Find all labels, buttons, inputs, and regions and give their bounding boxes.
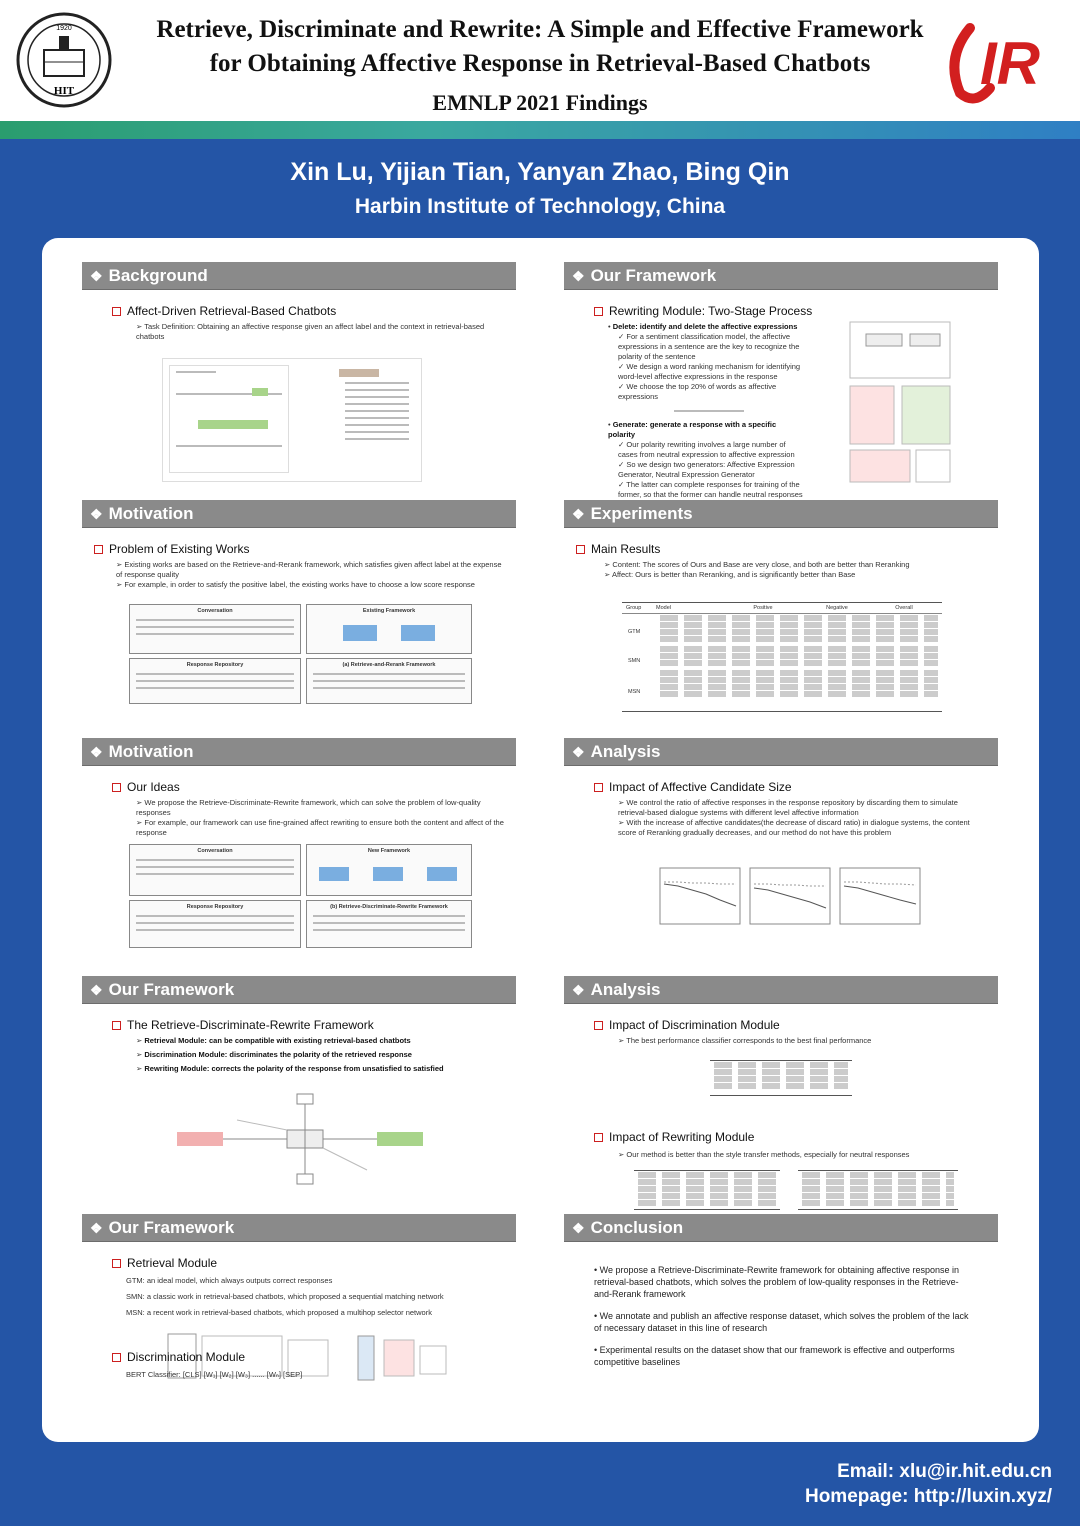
hit-logo-year: 1920 xyxy=(56,25,72,32)
bullet: ➢ Our method is better than the style transfer methods, especially for neutral responses xyxy=(618,1150,910,1159)
section-header: ❖ Background xyxy=(82,262,516,290)
subheading: The Retrieve-Discriminate-Rewrite Framework xyxy=(112,1018,516,1032)
section-framework-1 xyxy=(82,976,516,1208)
group-label: SMN xyxy=(628,658,641,664)
main-results-table: Group Model Positive Negative Overall GTM SMN MSN xyxy=(622,602,942,712)
checkbox-icon xyxy=(594,1021,603,1030)
bullet: ➢ Task Definition: Obtaining an affective response given an affect label and the context in retrieval-based chatbots xyxy=(136,322,485,341)
bullet: ✓ For a sentiment classification model, the affective expressions in a sentence are the key to recognize the polarity of the sentence xyxy=(618,332,800,361)
new-framework-box: New Framework xyxy=(306,844,472,896)
subheading: Affect-Driven Retrieval-Based Chatbots xyxy=(112,304,516,318)
section-framework-3 xyxy=(564,262,998,499)
subheading: Our Ideas xyxy=(112,780,516,794)
diamond-icon: ❖ xyxy=(572,744,585,760)
section-header: ❖ Our Framework xyxy=(82,976,516,1004)
subheading: Retrieval Module xyxy=(112,1256,516,1270)
checkbox-icon xyxy=(112,783,121,792)
bullet: ➢ Discrimination Module: discriminates the polarity of the retrieved response xyxy=(136,1050,412,1059)
subheading: Impact of Affective Candidate Size xyxy=(594,780,998,794)
retrieve-discriminate-rewrite-box: (b) Retrieve-Discriminate-Rewrite Framework xyxy=(306,900,472,948)
section-analysis-2 xyxy=(564,976,998,1208)
diamond-icon: ❖ xyxy=(90,1220,103,1236)
bullet: ➢ Rewriting Module: corrects the polarity of the response from unsatisfied to satisfied xyxy=(136,1064,444,1073)
diamond-icon: ❖ xyxy=(572,506,585,522)
bullet: ➢ The best performance classifier corresponds to the best final performance xyxy=(618,1036,872,1045)
ir-lab-logo xyxy=(940,18,1065,108)
section-conclusion xyxy=(564,1214,998,1424)
rewriting-table-left xyxy=(634,1170,780,1210)
discrimination-table xyxy=(710,1060,852,1096)
background-figure xyxy=(162,358,422,482)
bullet: ✓ We choose the top 20% of words as affective expressions xyxy=(618,382,777,401)
section-motivation-2 xyxy=(82,738,516,970)
diamond-icon: ❖ xyxy=(90,744,103,760)
checkbox-icon xyxy=(594,307,603,316)
section-header: ❖ Motivation xyxy=(82,500,516,528)
hit-logo-text: HIT xyxy=(53,85,75,97)
diamond-icon: ❖ xyxy=(572,268,585,284)
subheading: Discrimination Module xyxy=(112,1350,245,1364)
section-header: ❖ Analysis xyxy=(564,976,998,1004)
bullet: ➢ Existing works are based on the Retrieve-and-Rerank framework, which satisfies given affect label at the expense of response quality xyxy=(116,560,502,579)
bullet: • Delete: identify and delete the affective expressions xyxy=(608,322,798,331)
content-panel xyxy=(42,238,1039,1442)
existing-framework-box: Existing Framework xyxy=(306,604,472,654)
conversation-box: Conversation xyxy=(129,604,301,654)
section-framework-2 xyxy=(82,1214,516,1424)
section-header: ❖ Analysis xyxy=(564,738,998,766)
conclusion-bullet: • We annotate and publish an affective response dataset, which solves the problem of the lack of necessary dataset in this line of research xyxy=(594,1311,969,1333)
diamond-icon: ❖ xyxy=(90,268,103,284)
contact-email[interactable]: Email: xlu@ir.hit.edu.cn xyxy=(837,1461,1052,1482)
section-header: ❖ Conclusion xyxy=(564,1214,998,1242)
section-experiments xyxy=(564,500,998,732)
bullet: ➢ Content: The scores of Ours and Base are very close, and both are better than Reranking xyxy=(604,560,910,569)
rewriting-table-right xyxy=(798,1170,958,1210)
venue: EMNLP 2021 Findings xyxy=(432,90,648,115)
section-header: ❖ Experiments xyxy=(564,500,998,528)
diamond-icon: ❖ xyxy=(90,982,103,998)
poster-title-line1: Retrieve, Discriminate and Rewrite: A Simple and Effective Framework xyxy=(156,16,924,43)
bullet: ➢ We control the ratio of affective responses in the response repository by discarding them to simulate retrieval-based dialogue systems with different level affective information xyxy=(618,798,958,817)
poster-header xyxy=(0,0,1080,123)
response-repository-box: Response Repository xyxy=(129,900,301,948)
bullet: ➢ For example, our framework can use fine-grained affect rewriting to ensure both the content and affect of the response xyxy=(136,818,504,837)
section-header: ❖ Motivation xyxy=(82,738,516,766)
poster-title-line2: for Obtaining Affective Response in Retrieval-Based Chatbots xyxy=(209,50,871,77)
checkbox-icon xyxy=(594,1133,603,1142)
section-header: ❖ Our Framework xyxy=(82,1214,516,1242)
diamond-icon: ❖ xyxy=(90,506,103,522)
bert-classifier-line: BERT Classifier: [CLS] [W₁] [W₂] [W₃] ...... [Wₙ] [SEP] xyxy=(126,1370,303,1379)
section-background xyxy=(82,262,516,494)
subheading: Problem of Existing Works xyxy=(94,542,516,556)
authors: Xin Lu, Yijian Tian, Yanyan Zhao, Bing Qin xyxy=(290,158,790,186)
section-header: ❖ Our Framework xyxy=(564,262,998,290)
subheading: Impact of Rewriting Module xyxy=(594,1130,754,1144)
header-band xyxy=(0,121,1080,139)
bullet: ➢ Affect: Ours is better than Reranking, and is significantly better than Base xyxy=(604,570,856,579)
bullet: ➢ Retrieval Module: can be compatible with existing retrieval-based chatbots xyxy=(136,1036,411,1045)
subheading: Main Results xyxy=(576,542,998,556)
checkbox-icon xyxy=(112,307,121,316)
affiliation: Harbin Institute of Technology, China xyxy=(354,195,726,218)
model-line: SMN: a classic work in retrieval-based chatbots, which proposed a sequential matching network xyxy=(126,1292,444,1301)
section-analysis-1 xyxy=(564,738,998,970)
group-label: MSN xyxy=(628,689,641,695)
checkbox-icon xyxy=(576,545,585,554)
bullet: • Generate: generate a response with a specific polarity xyxy=(608,420,777,439)
checkbox-icon xyxy=(112,1259,121,1268)
bullet: ➢ For example, in order to satisfy the positive label, the existing works have to choose a low score response xyxy=(116,580,475,589)
response-repository-box: Response Repository xyxy=(129,658,301,704)
conversation-box: Conversation xyxy=(129,844,301,896)
bullet: ✓ Our polarity rewriting involves a large number of cases from neutral expression to affective expression xyxy=(618,440,795,459)
bullet: ➢ With the increase of affective candidates(the decrease of discard ratio) in dialogue systems, the content score of Reranking gradually decreases, and our method do not have this problem xyxy=(618,818,970,837)
framework-diagram xyxy=(177,1090,427,1190)
bullet: ➢ We propose the Retrieve-Discriminate-Rewrite framework, which can solve the problem of low-quality responses xyxy=(136,798,481,817)
model-line: GTM: an ideal model, which always outputs correct responses xyxy=(126,1276,333,1285)
diamond-icon: ❖ xyxy=(572,982,585,998)
bullet: ✓ We design a word ranking mechanism for identifying word-level affective expressions in the response xyxy=(618,362,801,381)
candidate-size-plots xyxy=(658,864,922,938)
checkbox-icon xyxy=(112,1353,121,1362)
model-line: MSN: a recent work in retrieval-based chatbots, which proposed a multihop selector network xyxy=(126,1308,432,1317)
bullet: ✓ So we design two generators: Affective Expression Generator, Neutral Expression Generator xyxy=(618,460,795,479)
diamond-icon: ❖ xyxy=(572,1220,585,1236)
contact-homepage[interactable]: Homepage: http://luxin.xyz/ xyxy=(804,1486,1052,1507)
rewriting-diagram xyxy=(846,318,956,486)
ir-logo-text: IR xyxy=(980,30,1040,97)
subheading: Rewriting Module: Two-Stage Process xyxy=(594,304,998,318)
subheading: Impact of Discrimination Module xyxy=(594,1018,998,1032)
hit-logo xyxy=(14,10,114,110)
checkbox-icon xyxy=(94,545,103,554)
section-motivation-1 xyxy=(82,500,516,732)
checkbox-icon xyxy=(112,1021,121,1030)
conclusion-bullet: • We propose a Retrieve-Discriminate-Rewrite framework for obtaining affective response in retrieval-based chatbots, which solves the problem of low-quality responses in the Retrieve-and-Rerank framework xyxy=(594,1265,959,1299)
bullet: ✓ The latter can complete responses for training of the former, so that the former can handle neutral responses xyxy=(618,480,803,499)
retrieve-rerank-box: (a) Retrieve-and-Rerank Framework xyxy=(306,658,472,704)
group-label: GTM xyxy=(628,629,641,635)
checkbox-icon xyxy=(594,783,603,792)
conclusion-bullet: • Experimental results on the dataset show that our framework is effective and outperforms competitive baselines xyxy=(594,1345,955,1367)
